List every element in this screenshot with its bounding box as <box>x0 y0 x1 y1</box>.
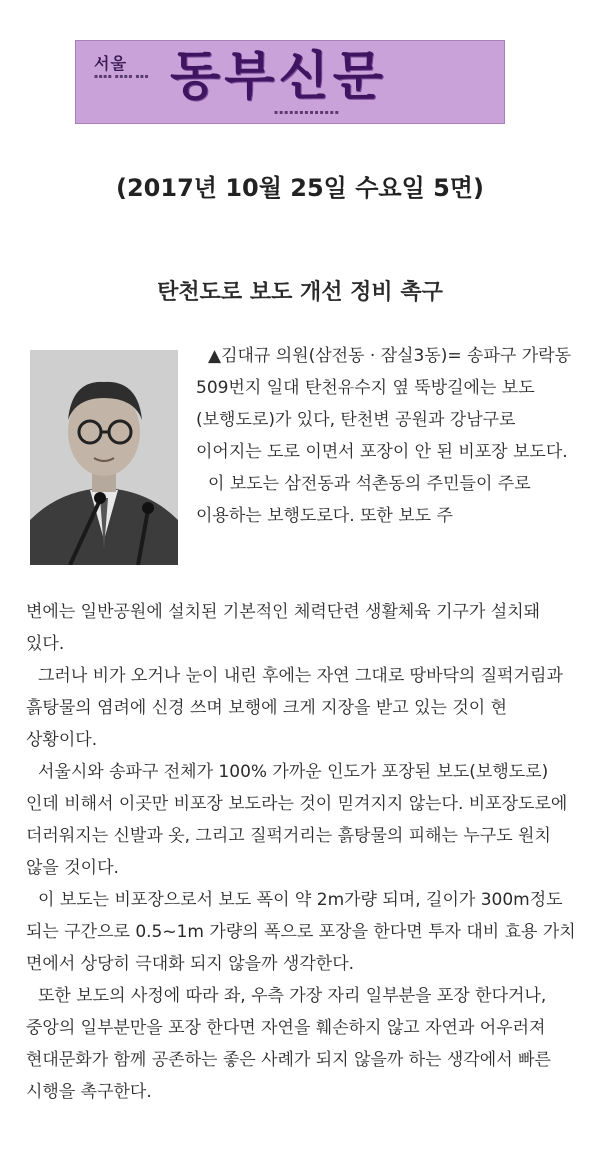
article-paragraph: 그러나 비가 오거나 눈이 내린 후에는 자연 그대로 땅바닥의 질퍽거림과 흙탕물의 염려에 신경 쓰며 보행에 크게 지장을 받고 있는 것이 현 상황이다. <box>26 666 563 750</box>
article-paragraph: 이 보도는 삼전동과 석촌동의 주민들이 주로 이용하는 보행도로다. 또한 보도 주 <box>196 474 531 526</box>
article-paragraph: ▲김대규 의원(삼전동 · 잠실3동)= 송파구 가락동 509번지 일대 탄천유수지 옆 뚝방길에는 보도(보행도로)가 있다, 탄천변 공원과 강남구로 이어지는 도로 이면서 포장이 안 된 비포장 보도다. <box>196 346 571 462</box>
newspaper-masthead <box>75 40 505 124</box>
article-paragraph: 서울시와 송파구 전체가 100% 가까운 인도가 포장된 보도(보행도로)인데 비해서 이곳만 비포장 보도라는 것이 믿겨지지 않는다. 비포장도로에 더러워지는 신발과 옷, 그리고 질퍽거리는 흙탕물의 피해는 누구도 원치 않을 것이다. <box>26 762 568 878</box>
article-paragraph: 또한 보도의 사정에 따라 좌, 우측 가장 자리 일부분을 포장 한다거나, 중앙의 일부분만을 포장 한다면 자연을 훼손하지 않고 자연과 어우러져 현대문화가 함께 공존하는 좋은 사례가 되지 않을까 하는 생각에서 빠른 시행을 촉구한다. <box>26 986 551 1102</box>
masthead-region: 서울 <box>94 54 127 73</box>
article-paragraph-continued: 변에는 일반공원에 설치된 기본적인 체력단련 생활체육 기구가 설치돼 있다. <box>26 602 541 654</box>
article-body-top <box>196 340 576 532</box>
publication-date: (2017년 10월 25일 수요일 5면) <box>116 174 484 202</box>
masthead-url-decoration: ▪▪▪▪▪▪▪▪▪▪▪▪▪ <box>274 109 340 116</box>
masthead-fine-print-decoration: ▪▪▪▪ ▪▪▪▪ ▪▪▪ <box>94 73 150 80</box>
article-paragraph: 이 보도는 비포장으로서 보도 폭이 약 2m가량 되며, 길이가 300m정도 되는 구간으로 0.5~1m 가량의 폭으로 포장을 한다면 투자 대비 효용 가치 면에서 상당히 극대화 되지 않을까 생각한다. <box>26 890 576 974</box>
article-headline: 탄천도로 보도 개선 정비 촉구 <box>157 280 443 305</box>
masthead-title: 동부신문 <box>170 47 387 107</box>
council-member-photo <box>30 350 178 565</box>
article-body-bottom <box>26 596 576 1108</box>
